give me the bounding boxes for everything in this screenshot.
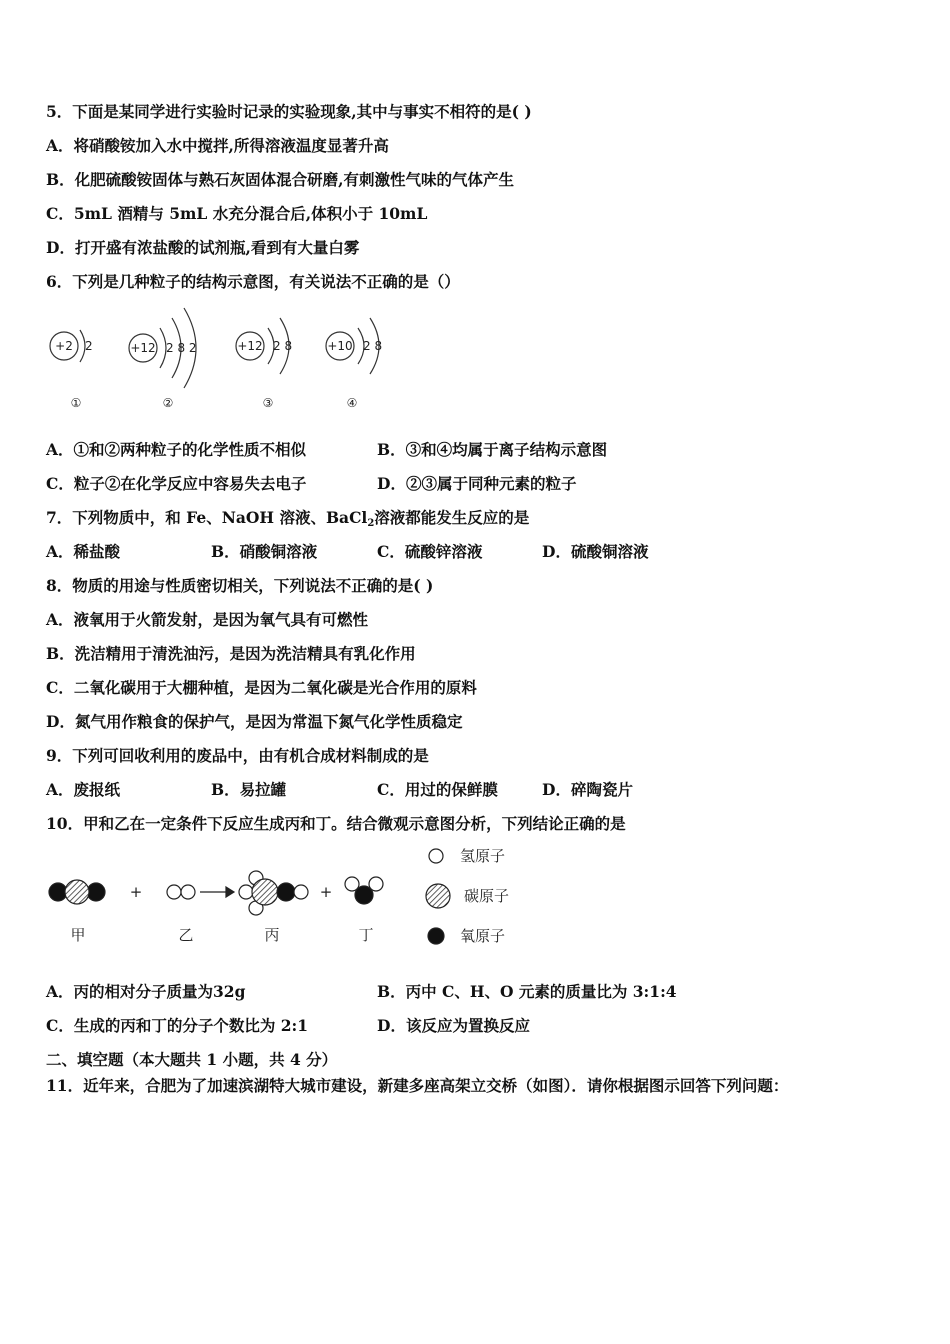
- hydrogen-atom: [239, 885, 253, 899]
- atom-3-nucleus: +12: [237, 339, 263, 353]
- q7-stem-part2: 溶液都能发生反应的是: [374, 508, 530, 527]
- q10-option-d: D．该反应为置换反应: [377, 1016, 530, 1035]
- q7-option-c: C．硫酸锌溶液: [377, 542, 483, 561]
- q6-option-c: C．粒子②在化学反应中容易失去电子: [46, 474, 307, 493]
- q5-option-b: B．化肥硫酸铵固体与熟石灰固体混合研磨,有刺激性气味的气体产生: [46, 170, 514, 189]
- q11-stem: 11．近年来，合肥为了加速滨湖特大城市建设，新建多座高架立交桥（如图）．请你根据图示回答下列问题：: [46, 1076, 789, 1095]
- hydrogen-atom: [294, 885, 308, 899]
- q7-option-b: B．硝酸铜溶液: [211, 542, 318, 561]
- q9-option-a: A．废报纸: [46, 780, 121, 799]
- q9-option-d: D．碎陶瓷片: [542, 780, 633, 799]
- atom-4-label: ④: [346, 396, 358, 410]
- atom-1-shells: 2: [85, 339, 93, 353]
- section-heading: 二、填空题（本大题共 1 小题，共 4 分）: [46, 1050, 338, 1069]
- reaction-arrow-head: [226, 887, 234, 897]
- plus-sign: +: [129, 883, 143, 901]
- legend-carbon-label: 碳原子: [464, 887, 510, 905]
- oxygen-atom: [355, 886, 373, 904]
- q7-stem: [46, 508, 529, 534]
- label-yi: 乙: [178, 926, 194, 944]
- atom-structure-diagrams: [40, 300, 420, 420]
- q10-option-b: B．丙中 C、H、O 元素的质量比为 3:1:4: [377, 982, 677, 1001]
- q8-option-b: B．洗洁精用于清洗油污，是因为洗洁精具有乳化作用: [46, 644, 416, 663]
- q7-stem-part1: 7．下列物质中，和 Fe、NaOH 溶液、BaCl: [46, 508, 368, 527]
- atom-1-nucleus: +2: [55, 339, 73, 353]
- q6-option-d: D．②③属于同种元素的粒子: [377, 474, 577, 493]
- q7-option-a: A．稀盐酸: [46, 542, 121, 561]
- atom-3-label: ③: [262, 396, 274, 410]
- legend-carbon-icon: [426, 884, 450, 908]
- atom-2-shells: 2 8 2: [166, 341, 197, 355]
- atom-4-shells: 2 8: [363, 339, 383, 353]
- q10-stem: 10．甲和乙在一定条件下反应生成丙和丁。结合微观示意图分析，下列结论正确的是: [46, 814, 626, 833]
- oxygen-atom: [87, 883, 105, 901]
- q8-stem: 8．物质的用途与性质密切相关，下列说法不正确的是( ): [46, 576, 434, 595]
- legend-hydrogen-icon: [429, 849, 443, 863]
- q6-option-b: B．③和④均属于离子结构示意图: [377, 440, 608, 459]
- reaction-micro-diagram: [40, 840, 560, 955]
- legend-oxygen-label: 氧原子: [460, 927, 506, 945]
- label-jia: 甲: [70, 926, 86, 944]
- atom-2-label: ②: [162, 396, 174, 410]
- q5-stem: 5．下面是某同学进行实验时记录的实验现象,其中与事实不相符的是( ): [46, 102, 532, 121]
- q6-option-a: A．①和②两种粒子的化学性质不相似: [46, 440, 307, 459]
- hydrogen-atom: [167, 885, 181, 899]
- hydrogen-atom: [181, 885, 195, 899]
- atom-4-nucleus: +10: [327, 339, 353, 353]
- q9-stem: 9．下列可回收利用的废品中，由有机合成材料制成的是: [46, 746, 429, 765]
- q9-option-b: B．易拉罐: [211, 780, 287, 799]
- q10-option-c: C．生成的丙和丁的分子个数比为 2:1: [46, 1016, 309, 1035]
- plus-sign: +: [319, 883, 333, 901]
- q9-option-c: C．用过的保鲜膜: [377, 780, 498, 799]
- q8-option-a: A．液氧用于火箭发射，是因为氧气具有可燃性: [46, 610, 369, 629]
- label-ding: 丁: [358, 926, 374, 944]
- q5-option-c: C．5mL 酒精与 5mL 水充分混合后,体积小于 10mL: [46, 204, 428, 223]
- q10-option-a: A．丙的相对分子质量为32g: [46, 982, 246, 1001]
- q8-option-c: C．二氧化碳用于大棚种植，是因为二氧化碳是光合作用的原料: [46, 678, 477, 697]
- q5-option-d: D．打开盛有浓盐酸的试剂瓶,看到有大量白雾: [46, 238, 360, 257]
- atom-2-nucleus: +12: [130, 341, 156, 355]
- atom-3-shells: 2 8: [273, 339, 293, 353]
- legend-hydrogen-label: 氢原子: [460, 847, 506, 865]
- q6-stem: 6．下列是几种粒子的结构示意图，有关说法不正确的是（）: [46, 272, 460, 291]
- q7-option-d: D．硫酸铜溶液: [542, 542, 649, 561]
- carbon-atom: [65, 880, 89, 904]
- atom-1-label: ①: [70, 396, 82, 410]
- label-bing: 丙: [264, 926, 280, 944]
- q7-stem-subscript: 2: [367, 518, 375, 529]
- carbon-atom: [252, 879, 278, 905]
- oxygen-atom: [49, 883, 67, 901]
- legend-oxygen-icon: [428, 928, 444, 944]
- oxygen-atom: [277, 883, 295, 901]
- q8-option-d: D．氮气用作粮食的保护气，是因为常温下氮气化学性质稳定: [46, 712, 463, 731]
- q5-option-a: A．将硝酸铵加入水中搅拌,所得溶液温度显著升高: [46, 136, 389, 155]
